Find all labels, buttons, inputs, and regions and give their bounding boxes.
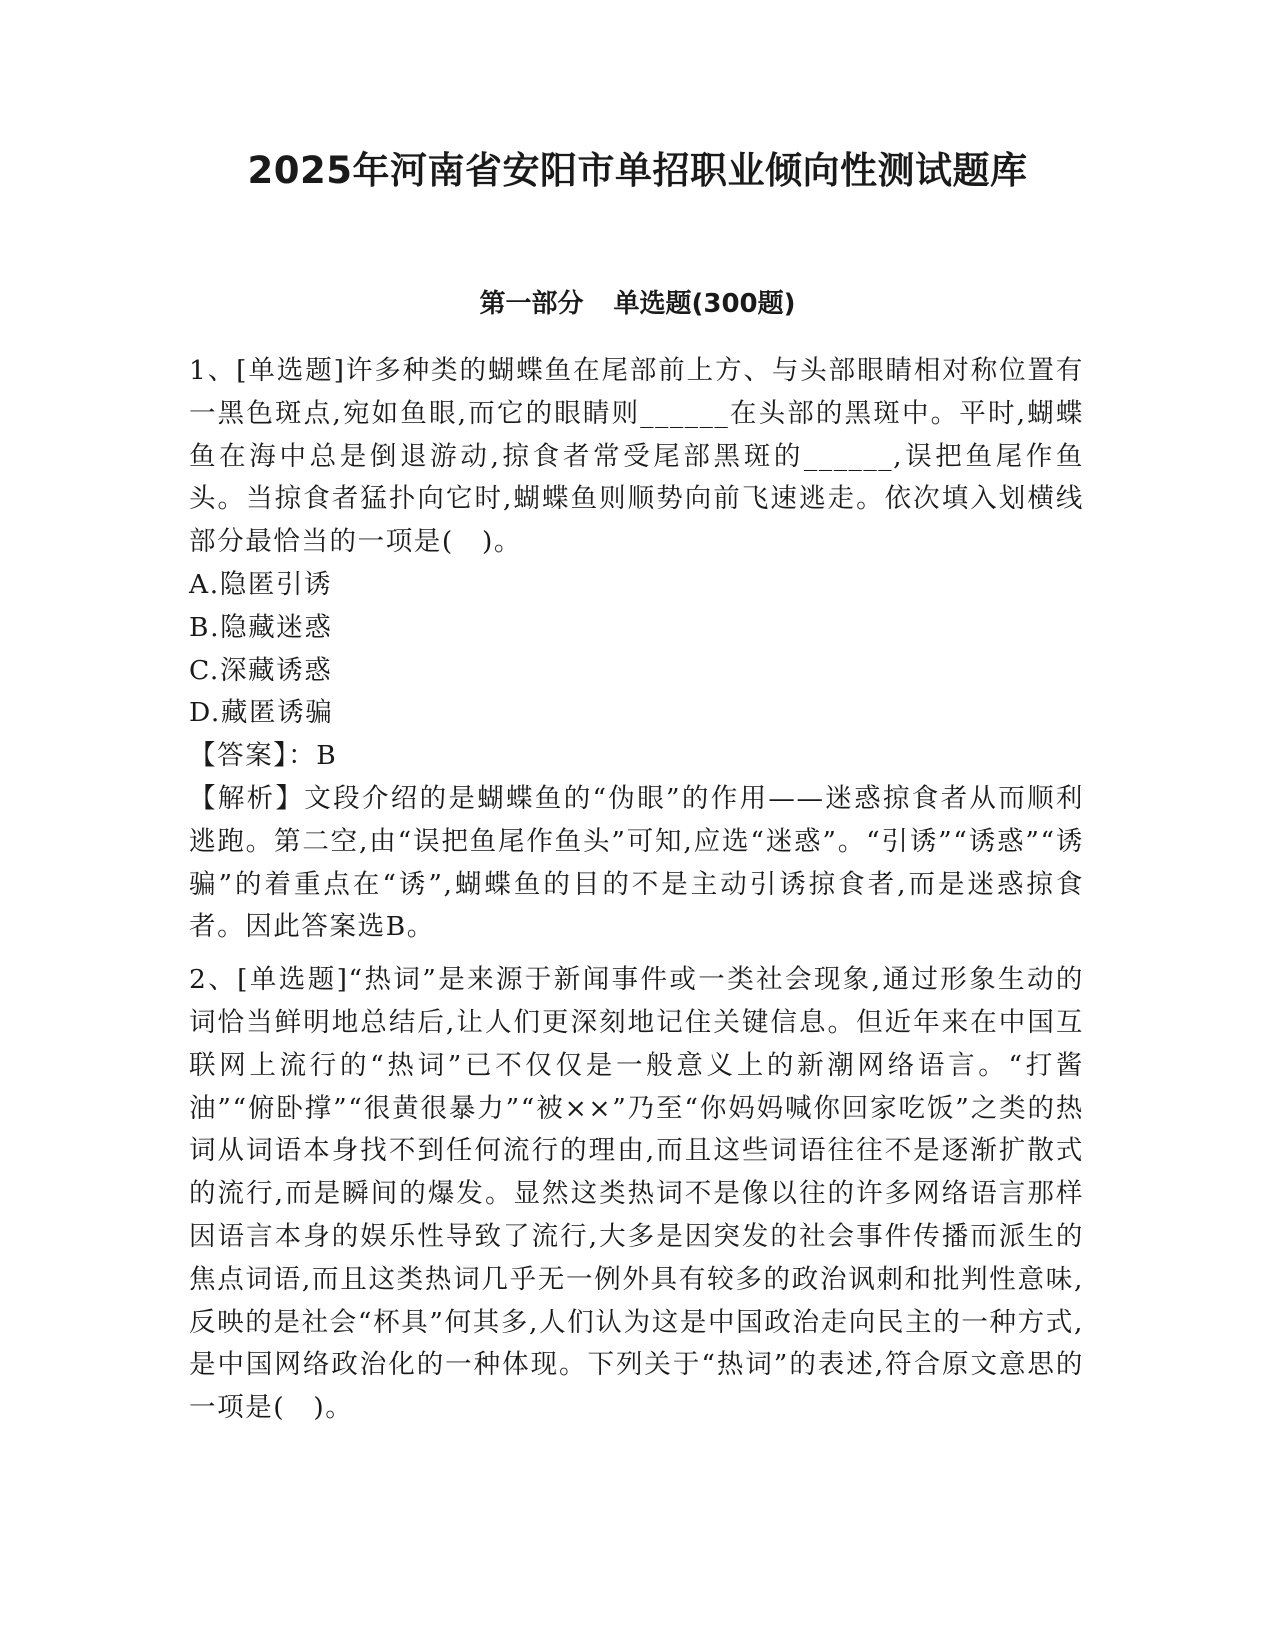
question-1-stem: 1、[单选题]许多种类的蝴蝶鱼在尾部前上方、与头部眼睛相对称位置有一黑色斑点,宛如鱼眼,而它的眼睛则______在头部的黑斑中。平时,蝴蝶鱼在海中总是倒退游动,掠食者常受尾部黑斑的______,误把鱼尾作鱼头。当掠食者猛扑向它时,蝴蝶鱼则顺势向前飞速逃走。依次填入划横线部分最恰当的一项是( )。 [189,355,1084,558]
question-1-option-a: A.隐匿引诱 [189,568,333,600]
question-1-option-d: D.藏匿诱骗 [189,697,334,729]
question-1-analysis: 【解析】文段介绍的是蝴蝶鱼的“伪眼”的作用——迷惑掠食者从而顺利逃跑。第二空,由“误把鱼尾作鱼头”可知,应选“迷惑”。“引诱”“诱惑”“诱骗”的着重点在“诱”,蝴蝶鱼的目的不是主动引诱掠食者,而是迷惑掠食者。因此答案选B。 [189,782,1084,943]
section-part: 第一部分 [479,289,584,319]
question-list [189,350,1084,1430]
document-title: 2025年河南省安阳市单招职业倾向性测试题库 [247,149,1028,192]
section-heading [0,286,1275,322]
section-name: 单选题(300题) [613,289,796,319]
question-1-option-b: B.隐藏迷惑 [189,611,333,643]
question-2-stem: 2、[单选题]“热词”是来源于新闻事件或一类社会现象,通过形象生动的词恰当鲜明地总结后,让人们更深刻地记住关键信息。但近年来在中国互联网上流行的“热词”已不仅仅是一般意义上的新潮网络语言。“打酱油”“俯卧撑”“很黄很暴力”“被××”乃至“你妈妈喊你回家吃饭”之类的热词从词语本身找不到任何流行的理由,而且这些词语往往不是逐渐扩散式的流行,而是瞬间的爆发。显然这类热词不是像以往的许多网络语言那样因语言本身的娱乐性导致了流行,大多是因突发的社会事件传播而派生的焦点词语,而且这类热词几乎无一例外具有较多的政治讽刺和批判性意味,反映的是社会“杯具”何其多,人们认为这是中国政治走向民主的一种方式,是中国网络政治化的一种体现。下列关于“热词”的表述,符合原文意思的一项是( )。 [189,964,1084,1424]
question-1-answer: 【答案】：B [189,740,338,772]
question-1-option-c: C.深藏诱惑 [189,654,333,686]
